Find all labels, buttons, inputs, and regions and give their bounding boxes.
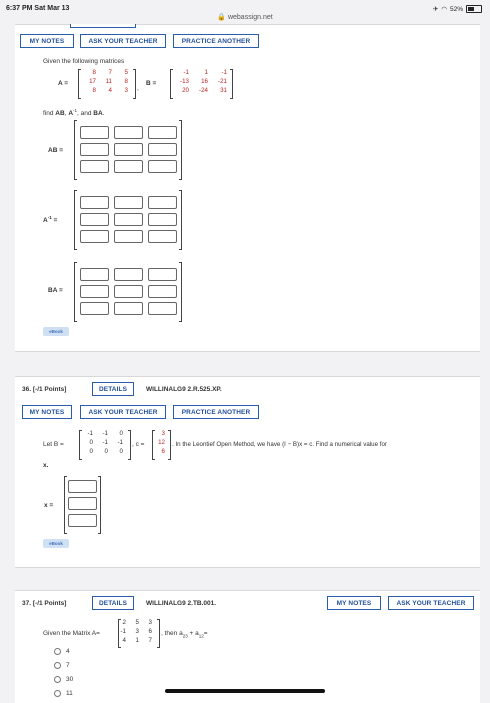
matrix-a-label: A = — [58, 80, 69, 87]
ba-cell-input[interactable] — [114, 268, 143, 281]
matrix-cell: -1 — [102, 439, 108, 446]
matrix-cell: 17 — [89, 78, 96, 85]
matrix-cell: 31 — [220, 87, 227, 94]
matrix-cell: 12 — [158, 439, 165, 446]
q36-my-notes-button[interactable]: MY NOTES — [22, 405, 72, 419]
option-radio[interactable] — [54, 676, 61, 683]
ab-cell-input[interactable] — [80, 126, 109, 139]
status-time: 6:37 PM Sat Mar 13 — [6, 5, 70, 12]
ab-cell-input[interactable] — [114, 160, 143, 173]
ba-cell-input[interactable] — [80, 285, 109, 298]
option-radio[interactable] — [54, 662, 61, 669]
q37-then-text: , then $a_{23} + a_{12}=$ — [161, 630, 208, 639]
matrix-cell: 5 — [135, 619, 139, 626]
a-inverse-cell-input[interactable] — [148, 213, 177, 226]
q35-practice-another-button[interactable]: PRACTICE ANOTHER — [173, 34, 259, 48]
a-inverse-cell-input[interactable] — [114, 230, 143, 243]
q36-c-label: , c = — [132, 441, 145, 448]
airplane-icon: ✈ — [432, 6, 439, 13]
q36-number: 36. [-/1 Points] — [22, 386, 67, 393]
matrix-cell: 16 — [201, 78, 208, 85]
matrix-cell: -1 — [120, 628, 126, 635]
q35-intro: Given the following matrices — [43, 58, 125, 65]
matrix-cell: 4 — [122, 637, 126, 644]
matrix-cell: -1 — [221, 69, 227, 76]
ab-cell-input[interactable] — [114, 143, 143, 156]
matrix-cell: 6 — [161, 448, 165, 455]
ab-label: AB = — [48, 147, 63, 154]
top-partial-button[interactable] — [70, 24, 136, 28]
matrix-cell: 20 — [182, 87, 189, 94]
q36-ebook-button[interactable]: eBook — [43, 539, 69, 548]
ba-cell-input[interactable] — [80, 302, 109, 315]
matrix-cell: 5 — [124, 69, 128, 76]
matrix-cell: 0 — [89, 439, 93, 446]
x-label: x = — [44, 502, 54, 509]
matrix-cell: 7 — [108, 69, 112, 76]
matrix-cell: -1 — [183, 69, 189, 76]
q36-text-2: x. — [43, 462, 49, 469]
matrix-cell: 2 — [122, 619, 126, 626]
q35-ebook-button[interactable]: eBook — [43, 327, 69, 336]
matrix-cell: 8 — [92, 69, 96, 76]
ba-cell-input[interactable] — [148, 285, 177, 298]
q37-given-text: Given the Matrix A= — [43, 630, 100, 637]
option-label: 30 — [66, 676, 74, 683]
a-inverse-cell-input[interactable] — [80, 230, 109, 243]
ab-cell-input[interactable] — [80, 160, 109, 173]
ba-cell-input[interactable] — [148, 268, 177, 281]
option-radio[interactable] — [54, 690, 61, 697]
q35-my-notes-button[interactable]: MY NOTES — [20, 34, 74, 48]
ab-cell-input[interactable] — [148, 160, 177, 173]
battery-fill — [468, 7, 474, 11]
q37-my-notes-button[interactable]: MY NOTES — [327, 596, 381, 610]
x-cell-input[interactable] — [68, 497, 97, 510]
matrix-cell: 3 — [135, 628, 139, 635]
matrix-cell: 3 — [161, 430, 165, 437]
a-inverse-label: $A^{-1}$ = — [43, 215, 58, 225]
a-inverse-cell-input[interactable] — [148, 230, 177, 243]
q37-code: WILLINALG9 2.TB.001. — [146, 600, 217, 607]
a-inverse-cell-input[interactable] — [114, 196, 143, 209]
ba-cell-input[interactable] — [114, 285, 143, 298]
option-label: 4 — [66, 648, 70, 655]
ab-cell-input[interactable] — [80, 143, 109, 156]
matrix-cell: 11 — [105, 78, 112, 85]
option-label: 11 — [66, 690, 73, 697]
matrix-cell: 4 — [108, 87, 112, 94]
q37-ask-teacher-button[interactable]: ASK YOUR TEACHER — [388, 596, 474, 610]
matrix-cell: 0 — [104, 448, 108, 455]
ab-cell-input[interactable] — [148, 143, 177, 156]
option-label: 7 — [66, 662, 70, 669]
q37-number: 37. [-/1 Points] — [22, 600, 67, 607]
q37-details-button[interactable]: DETAILS — [92, 596, 134, 610]
matrix-cell: -1 — [87, 430, 93, 437]
ba-label: BA = — [48, 287, 63, 294]
matrix-cell: 0 — [89, 448, 93, 455]
battery-percent: 52% — [449, 5, 463, 13]
battery-icon — [466, 5, 482, 13]
matrix-cell: 0 — [119, 448, 123, 455]
home-indicator[interactable] — [165, 689, 325, 693]
matrix-cell: -1 — [117, 439, 123, 446]
matrix-cell: -1 — [102, 430, 108, 437]
q36-text: . In the Leontief Open Method, we have (I − B)x = c. Find a numerical value for — [172, 441, 387, 448]
q35-ask-teacher-button[interactable]: ASK YOUR TEACHER — [80, 34, 166, 48]
x-cell-input[interactable] — [68, 480, 97, 493]
matrix-cell: 0 — [119, 430, 123, 437]
matrix-cell: 7 — [148, 637, 152, 644]
wifi-icon: ◠ — [441, 6, 447, 13]
q36-let-label: Let B = — [43, 441, 64, 448]
url-text: webassign.net — [227, 14, 273, 21]
matrix-cell: 3 — [124, 87, 128, 94]
a-inverse-cell-input[interactable] — [80, 196, 109, 209]
ab-cell-input[interactable] — [114, 126, 143, 139]
matrix-cell: 3 — [148, 619, 152, 626]
ba-cell-input[interactable] — [80, 268, 109, 281]
ba-cell-input[interactable] — [114, 302, 143, 315]
ab-cell-input[interactable] — [148, 126, 177, 139]
q36-details-button[interactable]: DETAILS — [92, 382, 134, 396]
matrix-cell: 1 — [135, 637, 139, 644]
status-icons — [433, 5, 482, 13]
option-radio[interactable] — [54, 648, 61, 655]
q36-practice-another-button[interactable]: PRACTICE ANOTHER — [173, 405, 259, 419]
q35-find-text: find AB, $A^{-1}$, and BA. — [43, 108, 105, 118]
matrix-cell: -13 — [180, 78, 189, 85]
ba-cell-input[interactable] — [148, 302, 177, 315]
q36-code: WILLINALG9 2.R.525.XP. — [146, 386, 222, 393]
a-inverse-cell-input[interactable] — [114, 213, 143, 226]
x-cell-input[interactable] — [68, 514, 97, 527]
matrix-cell: 6 — [148, 628, 152, 635]
matrix-cell: -21 — [218, 78, 227, 85]
q36-ask-teacher-button[interactable]: ASK YOUR TEACHER — [80, 405, 166, 419]
status-bar — [0, 0, 490, 24]
matrix-cell: 8 — [92, 87, 96, 94]
a-inverse-cell-input[interactable] — [148, 196, 177, 209]
a-inverse-cell-input[interactable] — [80, 213, 109, 226]
matrix-cell: 1 — [204, 69, 208, 76]
matrix-cell: -24 — [199, 87, 208, 94]
matrix-b-label: B = — [146, 80, 157, 87]
matrix-cell: 8 — [124, 78, 128, 85]
url-bar[interactable]: 🔒 webassign.net — [217, 14, 273, 21]
